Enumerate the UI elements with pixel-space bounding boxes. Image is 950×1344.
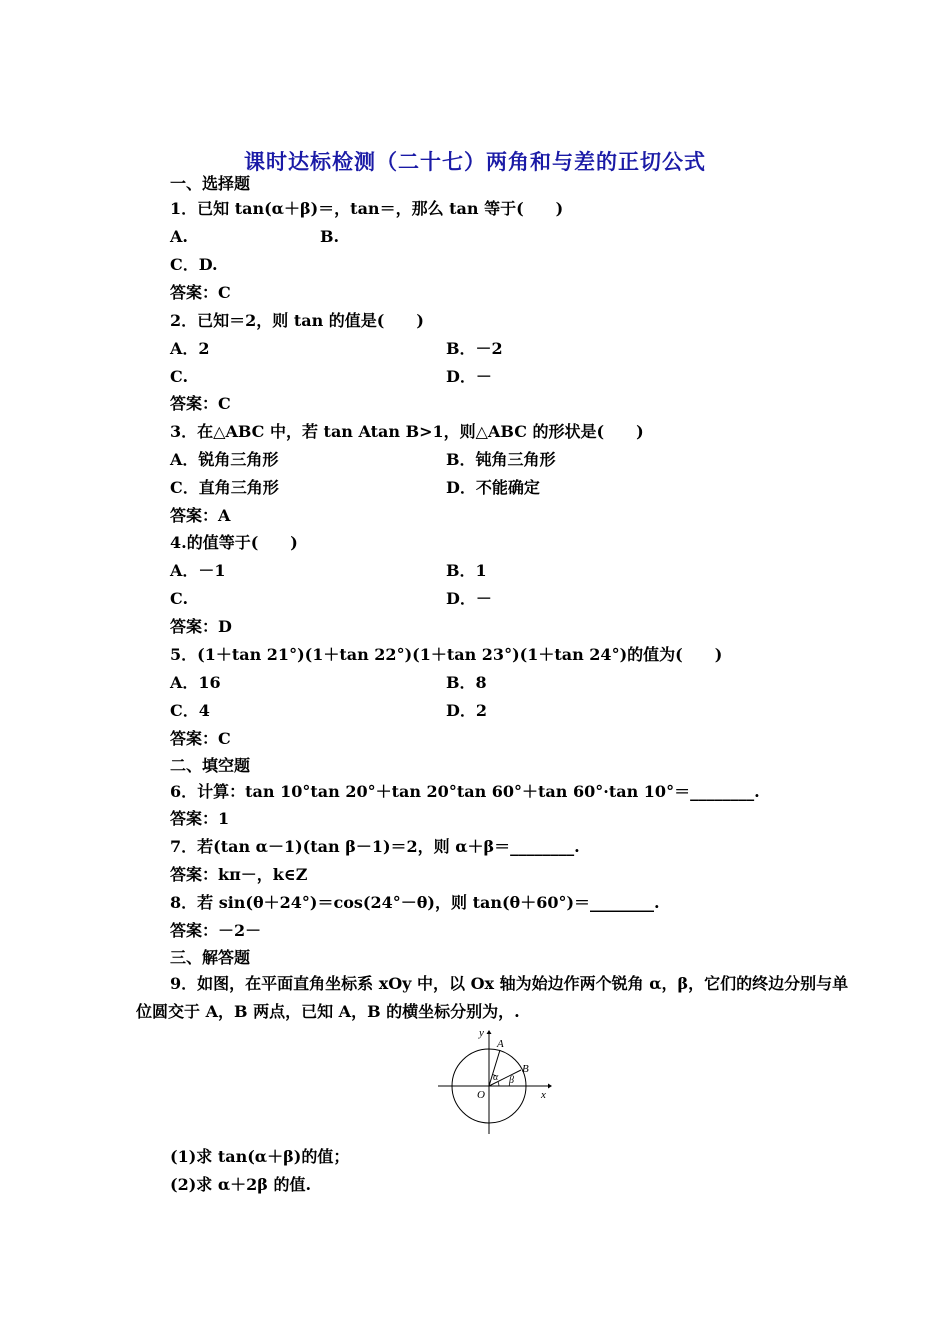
question-1-option-b: B. xyxy=(320,227,340,246)
unit-circle-diagram xyxy=(434,1026,554,1138)
beta-label: β xyxy=(509,1075,514,1086)
question-1-option-cd: C．D. xyxy=(170,255,218,274)
question-4-answer: 答案：D xyxy=(170,617,232,636)
question-8-answer: 答案：－2－ xyxy=(170,921,262,940)
question-2-option-b: B．－2 xyxy=(446,339,503,358)
question-9-part-2: (2)求 α＋2β 的值. xyxy=(170,1175,312,1194)
question-4-stem: 4.的值等于( ) xyxy=(170,533,298,552)
question-4-option-a: A．－1 xyxy=(170,561,226,580)
question-4-option-d: D．－ xyxy=(446,589,492,608)
question-3-option-b: B．钝角三角形 xyxy=(446,450,556,469)
question-5-option-c: C．4 xyxy=(170,701,210,720)
x-axis-label: x xyxy=(541,1089,546,1101)
question-4-option-b: B．1 xyxy=(446,561,487,580)
question-2-option-c: C. xyxy=(170,367,189,386)
question-5-answer: 答案：C xyxy=(170,729,231,748)
question-2-option-a: A．2 xyxy=(170,339,210,358)
question-3-option-c: C．直角三角形 xyxy=(170,478,279,497)
question-6-stem: 6．计算：tan 10°tan 20°＋tan 20°tan 60°＋tan 60°·tan 10°＝________. xyxy=(170,782,760,801)
page-title: 课时达标检测（二十七）两角和与差的正切公式 xyxy=(244,149,706,174)
origin-label: O xyxy=(477,1089,485,1101)
question-6-answer: 答案：1 xyxy=(170,809,230,828)
question-7-answer: 答案：kπ－，k∈Z xyxy=(170,865,308,884)
question-2-stem: 2．已知＝2，则 tan 的值是( ) xyxy=(170,311,424,330)
question-3-option-d: D．不能确定 xyxy=(446,478,540,497)
section-heading-fill: 二、填空题 xyxy=(170,756,251,775)
question-9-stem-line-2: 位圆交于 A，B 两点，已知 A，B 的横坐标分别为，. xyxy=(136,1002,520,1021)
question-5-option-d: D．2 xyxy=(446,701,488,720)
question-7-stem: 7．若(tan α－1)(tan β－1)＝2，则 α＋β＝________. xyxy=(170,837,580,856)
question-2-option-d: D．－ xyxy=(446,367,492,386)
question-3-answer: 答案：A xyxy=(170,506,231,525)
question-9-stem-line-1: 9．如图，在平面直角坐标系 xOy 中，以 Ox 轴为始边作两个锐角 α，β，它们的终边分别与单 xyxy=(170,974,849,993)
point-b-label: B xyxy=(522,1063,529,1075)
question-1-option-a: A. xyxy=(170,227,188,246)
question-4-option-c: C. xyxy=(170,589,189,608)
section-heading-solve: 三、解答题 xyxy=(170,948,251,967)
question-5-stem: 5．(1＋tan 21°)(1＋tan 22°)(1＋tan 23°)(1＋tan 24°)的值为( ) xyxy=(170,645,723,664)
question-3-stem: 3．在△ABC 中，若 tan Atan B>1，则△ABC 的形状是( ) xyxy=(170,422,644,441)
point-a-label: A xyxy=(497,1038,504,1050)
x-axis-arrow xyxy=(548,1084,552,1089)
question-2-answer: 答案：C xyxy=(170,394,231,413)
question-1-answer: 答案：C xyxy=(170,283,231,302)
question-3-option-a: A．锐角三角形 xyxy=(170,450,279,469)
question-5-option-a: A．16 xyxy=(170,673,221,692)
alpha-label: α xyxy=(493,1072,499,1083)
question-9-part-1: (1)求 tan(α＋β)的值； xyxy=(170,1147,350,1166)
section-heading-choice: 一、选择题 xyxy=(170,174,251,193)
unit-circle-figure xyxy=(434,1026,554,1138)
question-5-option-b: B．8 xyxy=(446,673,487,692)
question-8-stem: 8．若 sin(θ＋24°)＝cos(24°－θ)，则 tan(θ＋60°)＝________. xyxy=(170,893,660,912)
y-axis-label: y xyxy=(479,1027,484,1039)
y-axis-arrow xyxy=(487,1030,492,1034)
question-1-stem: 1．已知 tan(α＋β)＝，tan＝，那么 tan 等于( ) xyxy=(170,199,564,218)
